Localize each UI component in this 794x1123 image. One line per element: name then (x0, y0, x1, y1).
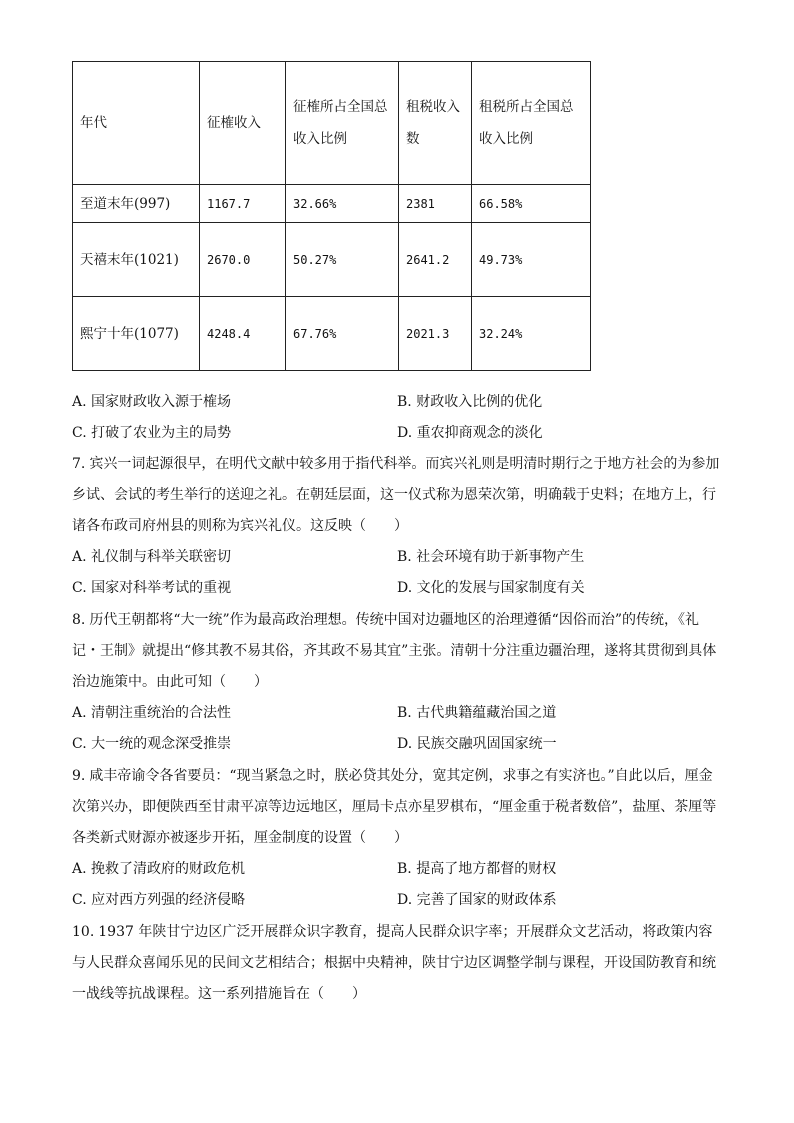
q9-option-d[interactable]: D. 完善了国家的财政体系 (397, 892, 557, 908)
cell-era: 至道末年(997) (73, 185, 200, 223)
table-row (73, 223, 591, 297)
cell-monopoly-income: 2670.0 (200, 223, 286, 297)
q7-option-b[interactable]: B. 社会环境有助于新事物产生 (397, 549, 585, 565)
q6-option-c[interactable]: C. 打破了农业为主的局势 (72, 425, 232, 441)
q8-option-d[interactable]: D. 民族交融巩固国家统一 (397, 736, 557, 752)
q6-option-a[interactable]: A. 国家财政收入源于榷场 (72, 394, 232, 410)
q6-option-b[interactable]: B. 财政收入比例的优化 (397, 394, 543, 410)
q9-option-b[interactable]: B. 提高了地方都督的财权 (397, 861, 557, 877)
q9-stem (72, 761, 722, 854)
q8-number: 8. (72, 612, 86, 628)
q8-option-c[interactable]: C. 大一统的观念深受推崇 (72, 736, 232, 752)
cell-monopoly-income: 4248.4 (200, 297, 286, 371)
header-cell-tax-income: 租税收入数 (399, 62, 472, 185)
q8-options (72, 698, 722, 760)
cell-tax-income: 2381 (399, 185, 472, 223)
cell-tax-income: 2021.3 (399, 297, 472, 371)
header-cell-tax-ratio: 租税所占全国总收入比例 (472, 62, 591, 185)
cell-monopoly-ratio: 50.27% (286, 223, 399, 297)
q8-stem (72, 605, 722, 698)
table-row (73, 297, 591, 371)
q6-option-d[interactable]: D. 重农抑商观念的淡化 (397, 425, 543, 441)
q9-text: 咸丰帝谕令各省要员：“现当紧急之时，朕必贷其处分，宽其定例，求事之有实济也。”自此以后，厘金次第兴办，即便陕西至甘肃平凉等边远地区，厘局卡点亦星罗棋布，“厘金重于税者数倍”，盐厘、茶厘等各类新式财源亦被逐步开拓，厘金制度的设置（ ） (72, 768, 717, 846)
table-header-row (73, 62, 591, 185)
cell-monopoly-income: 1167.7 (200, 185, 286, 223)
q7-stem (72, 449, 722, 542)
cell-era: 熙宁十年(1077) (73, 297, 200, 371)
q9-options (72, 854, 722, 916)
table-row (73, 185, 591, 223)
q9-number: 9. (72, 768, 86, 784)
cell-era: 天禧末年(1021) (73, 223, 200, 297)
cell-tax-income: 2641.2 (399, 223, 472, 297)
header-cell-era: 年代 (73, 62, 200, 185)
cell-tax-ratio: 49.73% (472, 223, 591, 297)
q7-number: 7. (72, 456, 86, 472)
cell-monopoly-ratio: 32.66% (286, 185, 399, 223)
q7-option-c[interactable]: C. 国家对科举考试的重视 (72, 580, 232, 596)
q7-text: 宾兴一词起源很早，在明代文献中较多用于指代科举。而宾兴礼则是明清时期行之于地方社会的为参加乡试、会试的考生举行的送迎之礼。在朝廷层面，这一仪式称为恩荣次第，明确载于史料；在地方上，行诸各布政司府州县的则称为宾兴礼仪。这反映（ ） (72, 456, 720, 534)
q8-option-b[interactable]: B. 古代典籍蕴藏治国之道 (397, 705, 557, 721)
cell-tax-ratio: 32.24% (472, 297, 591, 371)
header-cell-monopoly-income: 征榷收入 (200, 62, 286, 185)
q7-option-d[interactable]: D. 文化的发展与国家制度有关 (397, 580, 585, 596)
q8-text: 历代王朝都将“大一统”作为最高政治理想。传统中国对边疆地区的治理遵循“因俗而治”的传统，《礼记・王制》就提出“修其教不易其俗，齐其政不易其宜”主张。清朝十分注重边疆治理，遂将其贯彻到具体治边施策中。由此可知（ ） (72, 612, 717, 690)
q10-stem (72, 917, 722, 1010)
q9-option-c[interactable]: C. 应对西方列强的经济侵略 (72, 892, 246, 908)
q7-option-a[interactable]: A. 礼仪制与科举关联密切 (72, 549, 232, 565)
cell-tax-ratio: 66.58% (472, 185, 591, 223)
cell-monopoly-ratio: 67.76% (286, 297, 399, 371)
header-cell-monopoly-ratio: 征榷所占全国总收入比例 (286, 62, 399, 185)
q8-option-a[interactable]: A. 清朝注重统治的合法性 (72, 705, 232, 721)
q10-text: 1937 年陕甘宁边区广泛开展群众识字教育，提高人民群众识字率；开展群众文艺活动，将政策内容与人民群众喜闻乐见的民间文艺相结合；根据中央精神，陕甘宁边区调整学制与课程，开设国防教育和统一战线等抗战课程。这一系列措施旨在（ ） (72, 924, 716, 1002)
q10-number: 10. (72, 924, 95, 940)
q7-options (72, 542, 722, 604)
q6-options (72, 387, 722, 449)
revenue-table (72, 61, 591, 371)
q9-option-a[interactable]: A. 挽救了清政府的财政危机 (72, 861, 246, 877)
